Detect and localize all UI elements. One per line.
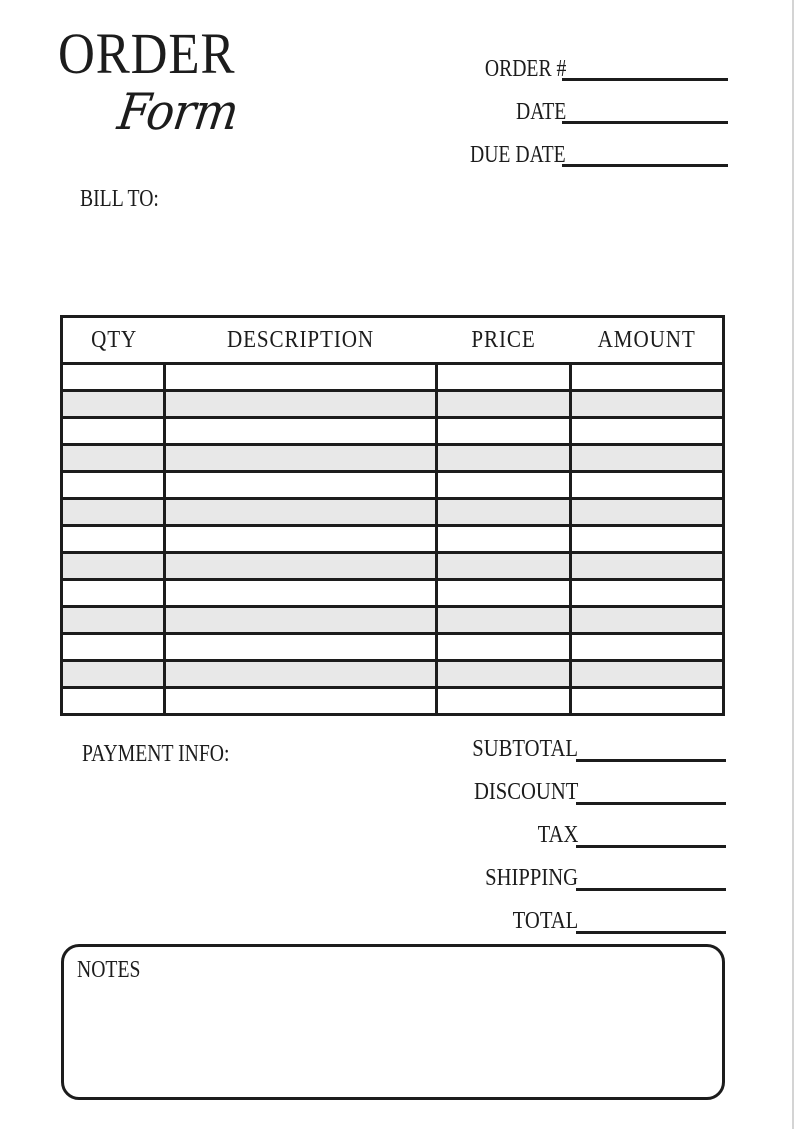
notes-box[interactable] [61, 944, 725, 1100]
cell-description[interactable] [165, 526, 437, 553]
cell-description[interactable] [165, 499, 437, 526]
cell-qty[interactable] [62, 688, 165, 715]
subtotal-row [455, 736, 726, 762]
cell-description[interactable] [165, 661, 437, 688]
shipping-field[interactable] [576, 888, 726, 891]
cell-qty[interactable] [62, 580, 165, 607]
cell-qty[interactable] [62, 391, 165, 418]
cell-description[interactable] [165, 418, 437, 445]
column-header-price: PRICE [437, 317, 571, 364]
cell-description[interactable] [165, 391, 437, 418]
cell-description[interactable] [165, 607, 437, 634]
cell-price[interactable] [437, 580, 571, 607]
cell-amount[interactable] [571, 580, 724, 607]
shipping-label: SHIPPING [485, 865, 578, 891]
cell-amount[interactable] [571, 607, 724, 634]
table-row [62, 661, 724, 688]
order-number-row [467, 57, 728, 81]
title-form-script: Form [114, 83, 242, 141]
due-date-label: DUE DATE [470, 142, 566, 168]
cell-description[interactable] [165, 472, 437, 499]
table-row [62, 391, 724, 418]
table-row [62, 553, 724, 580]
cell-qty[interactable] [62, 445, 165, 472]
cell-price[interactable] [437, 499, 571, 526]
cell-description[interactable] [165, 580, 437, 607]
table-row [62, 580, 724, 607]
table-row [62, 364, 724, 391]
table-row [62, 526, 724, 553]
total-label: TOTAL [512, 908, 578, 934]
cell-price[interactable] [437, 472, 571, 499]
tax-row [531, 822, 726, 848]
cell-price[interactable] [437, 364, 571, 391]
cell-amount[interactable] [571, 688, 724, 715]
cell-amount[interactable] [571, 418, 724, 445]
cell-price[interactable] [437, 526, 571, 553]
cell-amount[interactable] [571, 553, 724, 580]
bill-to-label: BILL TO: [80, 186, 159, 212]
table-row [62, 499, 724, 526]
table-row [62, 418, 724, 445]
cell-amount[interactable] [571, 391, 724, 418]
cell-description[interactable] [165, 688, 437, 715]
tax-field[interactable] [576, 845, 726, 848]
cell-price[interactable] [437, 553, 571, 580]
cell-description[interactable] [165, 445, 437, 472]
cell-qty[interactable] [62, 364, 165, 391]
table-row [62, 634, 724, 661]
tax-label: TAX [537, 822, 578, 848]
cell-amount[interactable] [571, 499, 724, 526]
discount-row [457, 779, 726, 805]
column-header-amount: AMOUNT [571, 317, 724, 364]
cell-price[interactable] [437, 607, 571, 634]
cell-qty[interactable] [62, 661, 165, 688]
due-date-field[interactable] [562, 164, 728, 167]
table-row [62, 472, 724, 499]
cell-qty[interactable] [62, 553, 165, 580]
cell-qty[interactable] [62, 607, 165, 634]
table-row [62, 445, 724, 472]
cell-amount[interactable] [571, 634, 724, 661]
payment-info-label: PAYMENT INFO: [82, 741, 230, 767]
date-field[interactable] [562, 121, 728, 124]
cell-qty[interactable] [62, 526, 165, 553]
cell-description[interactable] [165, 634, 437, 661]
date-row [505, 100, 728, 124]
column-header-qty: QTY [62, 317, 165, 364]
date-label: DATE [515, 99, 566, 125]
discount-field[interactable] [576, 802, 726, 805]
discount-label: DISCOUNT [473, 779, 578, 805]
title-order: ORDER [58, 21, 236, 86]
cell-qty[interactable] [62, 472, 165, 499]
items-table [60, 315, 725, 716]
cell-amount[interactable] [571, 445, 724, 472]
subtotal-label: SUBTOTAL [472, 736, 578, 762]
column-header-description: DESCRIPTION [165, 317, 437, 364]
shipping-row [470, 865, 726, 891]
cell-price[interactable] [437, 418, 571, 445]
cell-price[interactable] [437, 688, 571, 715]
table-row [62, 607, 724, 634]
cell-qty[interactable] [62, 418, 165, 445]
cell-amount[interactable] [571, 472, 724, 499]
cell-amount[interactable] [571, 526, 724, 553]
total-row [502, 908, 726, 934]
cell-amount[interactable] [571, 661, 724, 688]
cell-qty[interactable] [62, 499, 165, 526]
table-header-row [62, 317, 724, 364]
cell-price[interactable] [437, 661, 571, 688]
cell-price[interactable] [437, 634, 571, 661]
subtotal-field[interactable] [576, 759, 726, 762]
order-number-field[interactable] [562, 78, 728, 81]
table-row [62, 688, 724, 715]
cell-qty[interactable] [62, 634, 165, 661]
cell-price[interactable] [437, 445, 571, 472]
cell-description[interactable] [165, 364, 437, 391]
total-field[interactable] [576, 931, 726, 934]
cell-amount[interactable] [571, 364, 724, 391]
cell-price[interactable] [437, 391, 571, 418]
cell-description[interactable] [165, 553, 437, 580]
due-date-row [449, 143, 728, 167]
order-number-label: ORDER # [484, 56, 566, 82]
notes-label: NOTES [77, 957, 141, 983]
